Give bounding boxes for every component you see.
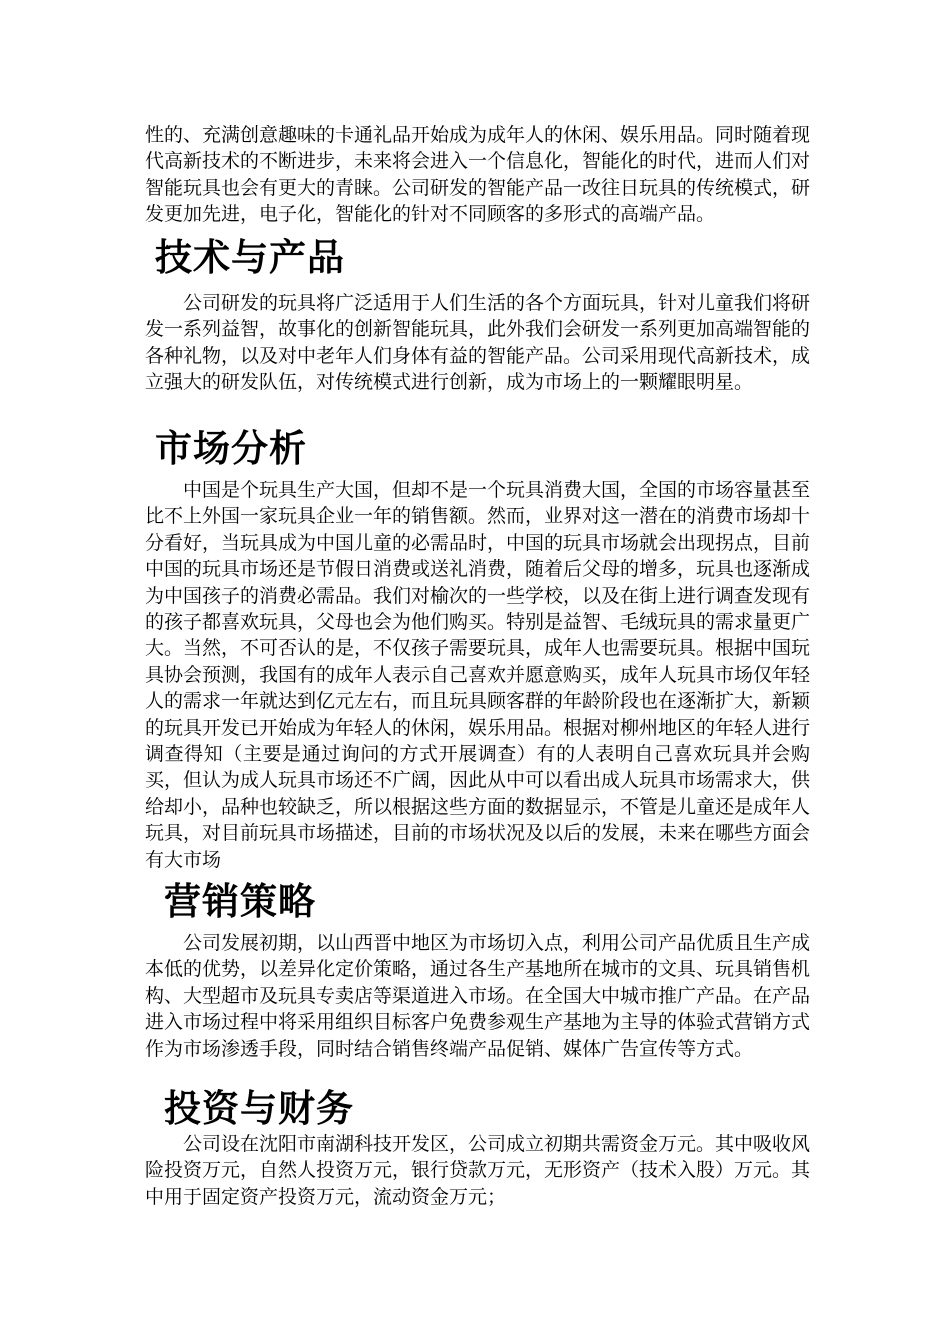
- section-body-investment-finance: 公司设在沈阳市南湖科技开发区，公司成立初期共需资金万元。其中吸收风险投资万元，自然人投资万元，银行贷款万元，无形资产（技术入股）万元。其中用于固定资产投资万元，流动资金万元；: [145, 1133, 811, 1208]
- section-body-marketing-strategy: 公司发展初期，以山西晋中地区为市场切入点，利用公司产品优质且生产成本低的优势，以差异化定价策略，通过各生产基地所在城市的文具、玩具销售机构、大型超市及玩具专卖店等渠道进入市场。在全国大中城市推广产品。在产品进入市场过程中将采用组织目标客户免费参观生产基地为主导的体验式营销方式作为市场渗透手段，同时结合销售终端产品促销、媒体广告宣传等方式。: [145, 932, 811, 1060]
- section-body-market-analysis: 中国是个玩具生产大国，但却不是一个玩具消费大国，全国的市场容量甚至比不上外国一家玩具企业一年的销售额。然而，业界对这一潜在的消费市场却十分看好，当玩具成为中国儿童的必需品时，中国的玩具市场就会出现拐点，目前中国的玩具市场还是节假日消费或送礼消费，随着后父母的增多，玩具也逐渐成为中国孩子的消费必需品。我们对榆次的一些学校，以及在街上进行调查发现有的孩子都喜欢玩具，父母也会为他们购买。特别是益智、毛绒玩具的需求量更广大。当然，不可否认的是，不仅孩子需要玩具，成年人也需要玩具。根据中国玩具协会预测，我国有的成年人表示自己喜欢并愿意购买，成年人玩具市场仅年轻人的需求一年就达到亿元左右，而且玩具顾客群的年龄阶段也在逐渐扩大，新颖的玩具开发已开始成为年轻人的休闲，娱乐用品。根据对柳州地区的年轻人进行调查得知（主要是通过询问的方式开展调查）有的人表明自己喜欢玩具并会购买，但认为成人玩具市场还不广阔，因此从中可以看出成人玩具市场需求大，供给却小，品种也较缺乏，所以根据这些方面的数据显示，不管是儿童还是成年人玩具，对目前玩具市场描述，目前的市场状况及以后的发展，未来在哪些方面会有大市场: [145, 479, 811, 871]
- section-body-tech-products: 公司研发的玩具将广泛适用于人们生活的各个方面玩具，针对儿童我们将研发一系列益智，故事化的创新智能玩具，此外我们会研发一系列更加高端智能的各种礼物，以及对中老年人们身体有益的智能产品。公司采用现代高新技术，成立强大的研发队伍，对传统模式进行创新，成为市场上的一颗耀眼明星。: [145, 292, 811, 394]
- section-heading-market-analysis: 市场分析: [155, 427, 307, 470]
- intro-paragraph: 性的、充满创意趣味的卡通礼品开始成为成年人的休闲、娱乐用品。同时随着现代高新技术的不断进步，未来将会进入一个信息化，智能化的时代，进而人们对智能玩具也会有更大的青睐。公司研发的智能产品一改往日玩具的传统模式，研发更加先进，电子化，智能化的针对不同顾客的多形式的高端产品。: [145, 124, 811, 226]
- section-heading-tech-products: 技术与产品: [155, 236, 345, 279]
- section-heading-marketing-strategy: 营销策略: [164, 880, 316, 923]
- section-heading-investment-finance: 投资与财务: [164, 1087, 354, 1130]
